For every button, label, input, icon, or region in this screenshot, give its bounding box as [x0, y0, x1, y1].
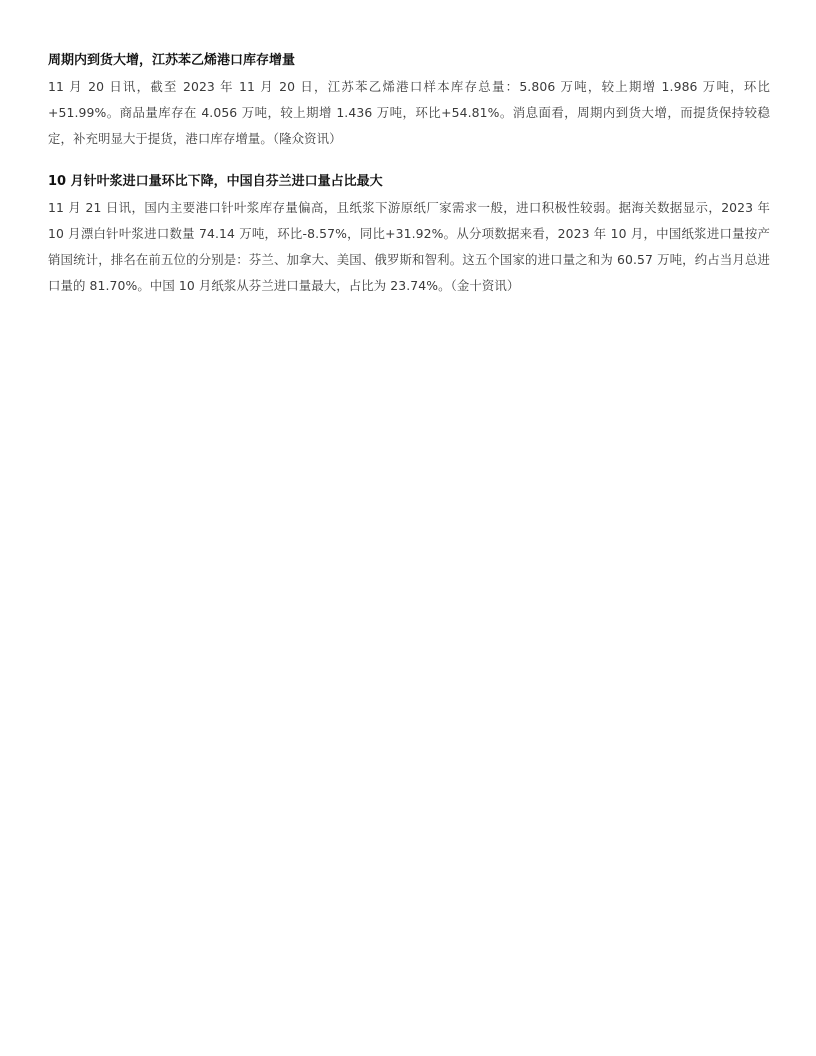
news-item-styrene	[48, 48, 770, 152]
news-body: 11 月 21 日讯，国内主要港口针叶浆库存量偏高，且纸浆下游原纸厂家需求一般，进口积极性较弱。据海关数据显示，2023 年 10 月漂白针叶浆进口数量 74.14 万吨，环比-8.57%，同比+31.92%。从分项数据来看，2023 年 10 月，中国纸浆进口量按产销国统计，排名在前五位的分别是：芬兰、加拿大、美国、俄罗斯和智利。这五个国家的进口量之和为 60.57 万吨，约占当月总进口量的 81.70%。中国 10 月纸浆从芬兰进口量最大，占比为 23.74%。（金十资讯）	[48, 200, 770, 293]
document-page	[48, 48, 770, 299]
news-headline: 10 月针叶浆进口量环比下降，中国自芬兰进口量占比最大	[48, 174, 383, 189]
news-body: 11 月 20 日讯，截至 2023 年 11 月 20 日，江苏苯乙烯港口样本库存总量：5.806 万吨，较上期增 1.986 万吨，环比+51.99%。商品量库存在 4.056 万吨，较上期增 1.436 万吨，环比+54.81%。消息面看，周期内到货大增，而提货保持较稳定，补充明显大于提货，港口库存增量。（隆众资讯）	[48, 79, 770, 146]
news-headline: 周期内到货大增，江苏苯乙烯港口库存增量	[48, 53, 296, 68]
news-item-pulp	[48, 169, 770, 299]
